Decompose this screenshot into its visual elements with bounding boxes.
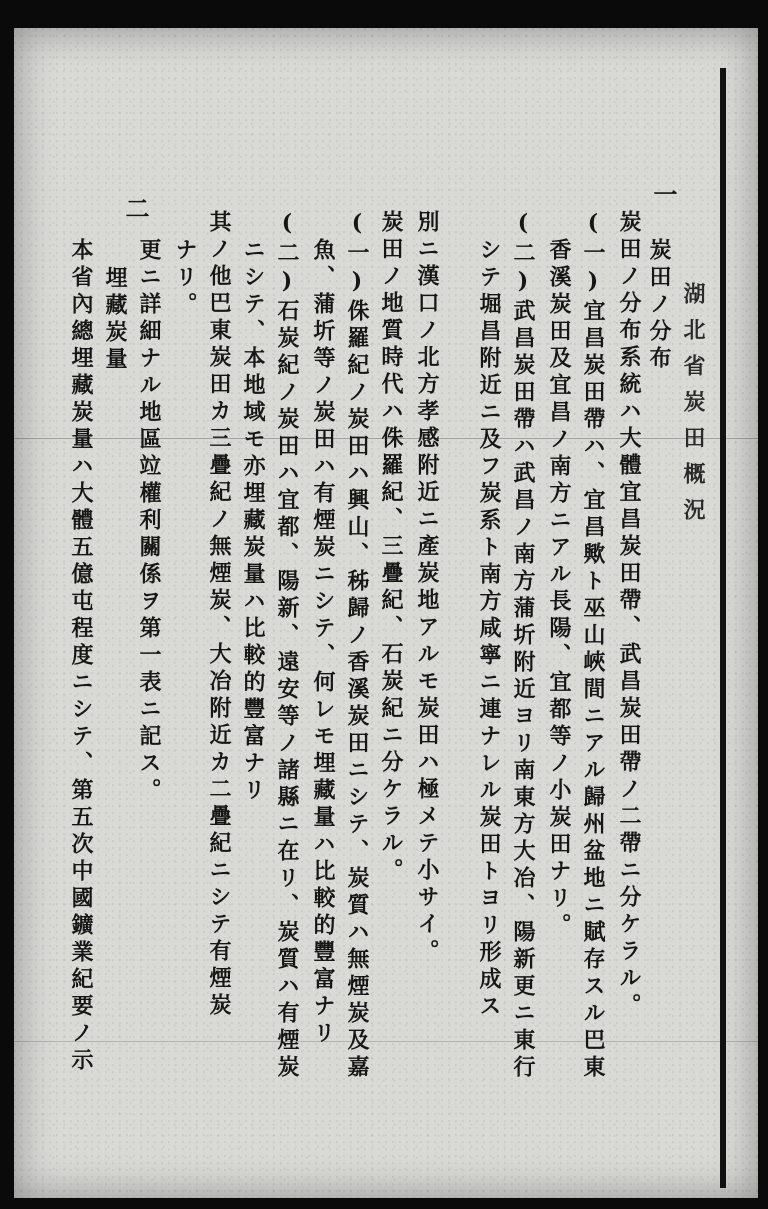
text-line: (二)石炭紀ノ炭田ハ宜都、陽新、遠安等ノ諸縣ニ在リ、炭質ハ有煙炭	[274, 210, 300, 1082]
text-line: 香溪炭田及宜昌ノ南方ニアル長陽、宜都等ノ小炭田ナリ。	[546, 238, 572, 940]
text-line: 炭田ノ分布系統ハ大體宜昌炭田帶、武昌炭田帶ノ二帶ニ分ケラル。	[616, 210, 642, 1020]
text-line: ナリ。	[172, 238, 198, 319]
text-line: 魚、蒲圻等ノ炭田ハ有煙炭ニシテ、何レモ埋藏量ハ比較的豐富ナリ	[310, 238, 336, 1048]
text-line: 本省內總埋藏炭量ハ大體五億屯程度ニシテ、第五次中國鑛業紀要ノ示	[68, 238, 94, 1075]
text-line: 更ニ詳細ナル地區竝權利關係ヲ第一表ニ記ス。	[136, 238, 162, 805]
binding-edge	[720, 68, 726, 1188]
section-heading: 埋藏炭量	[102, 266, 128, 374]
text-line: シテ堀昌附近ニ及フ炭系ト南方咸寧ニ連ナレル炭田トヨリ形成ス	[476, 238, 502, 1021]
fold-line	[14, 1041, 758, 1042]
text-line: 炭田ノ地質時代ハ侏羅紀、三疊紀、石炭紀ニ分ケラル。	[378, 210, 404, 885]
text-line: (一)侏羅紀ノ炭田ハ興山、秭歸ノ香溪炭田ニシテ、炭質ハ無煙炭及嘉	[344, 210, 370, 1082]
section-heading: 炭田ノ分布	[646, 238, 672, 373]
text-line: (一)宜昌炭田帶ハ、宜昌歟ト巫山峽間ニアル歸州盆地ニ賦存スル巴東	[580, 210, 606, 1082]
section-number: 二	[121, 196, 150, 220]
scanned-page	[14, 28, 758, 1198]
text-line: 其ノ他巴東炭田カ三疊紀ノ無煙炭、大冶附近カ二疊紀ニシテ有煙炭	[206, 210, 232, 1020]
section-number: 一	[649, 182, 678, 206]
text-line: (二)武昌炭田帶ハ武昌ノ南方蒲圻附近ヨリ南東方大冶、陽新更ニ東行	[510, 210, 536, 1082]
text-line: 別ニ漢口ノ北方孝感附近ニ產炭地アルモ炭田ハ極メテ小サイ。	[414, 210, 440, 966]
page-title: 湖北省炭田概況	[680, 282, 706, 534]
text-line: ニシテ、本地域モ亦埋藏炭量ハ比較的豐富ナリ	[240, 238, 266, 805]
